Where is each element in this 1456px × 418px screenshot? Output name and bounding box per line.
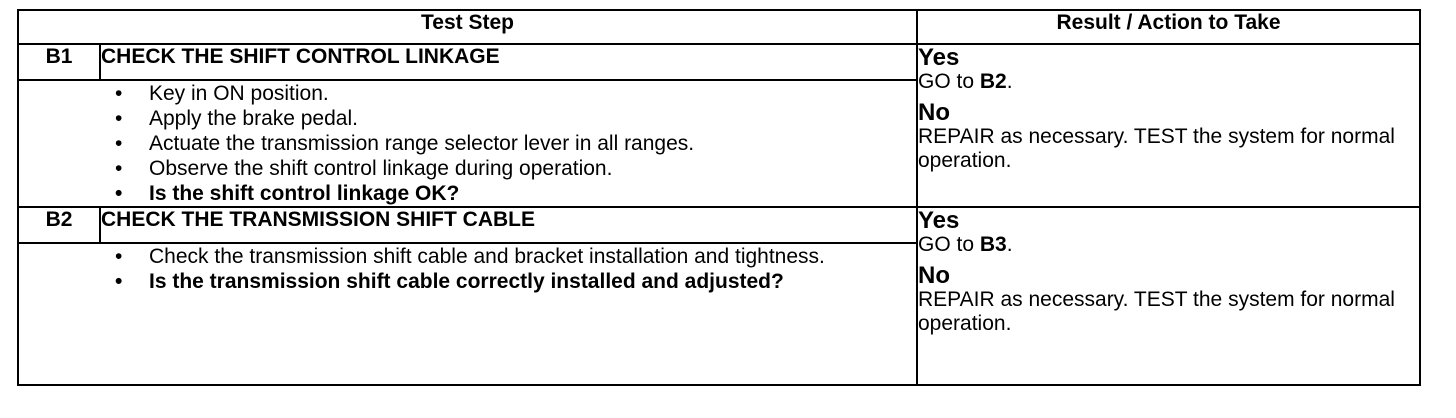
- step-reference: B3: [979, 233, 1007, 256]
- bullet-icon: •: [115, 270, 123, 293]
- step-result: [917, 207, 1420, 385]
- result-yes-label: Yes: [918, 207, 960, 234]
- bullet-icon: •: [115, 182, 123, 205]
- result-yes-label: Yes: [918, 44, 960, 71]
- instruction-item: • Observe the shift control linkage during operation.: [115, 157, 613, 180]
- bullet-icon: •: [115, 132, 123, 155]
- instruction-item: • Apply the brake pedal.: [115, 107, 358, 130]
- test-step-header: Test Step: [18, 10, 917, 44]
- step-title: CHECK THE TRANSMISSION SHIFT CABLE: [100, 207, 917, 243]
- bullet-icon: •: [115, 82, 123, 105]
- instruction-question: • Is the shift control linkage OK?: [115, 182, 460, 205]
- step-reference: B2: [979, 70, 1007, 93]
- result-no-action: REPAIR as necessary. TEST the system for normal operation.: [918, 288, 1395, 335]
- step-instructions: [18, 243, 917, 385]
- instruction-question: • Is the transmission shift cable correctly installed and adjusted?: [115, 270, 784, 293]
- diagnostic-table: [17, 9, 1421, 386]
- instruction-list: [19, 244, 916, 294]
- result-no-label: No: [918, 262, 950, 289]
- header-row: [18, 10, 1420, 44]
- result-yes-action: GO to B2.: [918, 70, 1013, 93]
- result-no-action: REPAIR as necessary. TEST the system for normal operation.: [918, 125, 1395, 172]
- step-title: CHECK THE SHIFT CONTROL LINKAGE: [100, 44, 917, 80]
- bullet-icon: •: [115, 107, 123, 130]
- step-title-row: [18, 44, 1420, 80]
- step-result: [917, 44, 1420, 207]
- instruction-item: • Check the transmission shift cable and bracket installation and tightness.: [115, 245, 825, 268]
- instruction-item: • Key in ON position.: [115, 82, 329, 105]
- step-instructions: [18, 80, 917, 207]
- step-title-row: [18, 207, 1420, 243]
- result-action-header: Result / Action to Take: [917, 10, 1420, 44]
- step-id: B2: [18, 207, 100, 243]
- step-id: B1: [18, 44, 100, 80]
- bullet-icon: •: [115, 245, 123, 268]
- instruction-list: [19, 81, 916, 206]
- instruction-item: • Actuate the transmission range selector lever in all ranges.: [115, 132, 695, 155]
- result-no-label: No: [918, 99, 950, 126]
- result-yes-action: GO to B3.: [918, 233, 1013, 256]
- bullet-icon: •: [115, 157, 123, 180]
